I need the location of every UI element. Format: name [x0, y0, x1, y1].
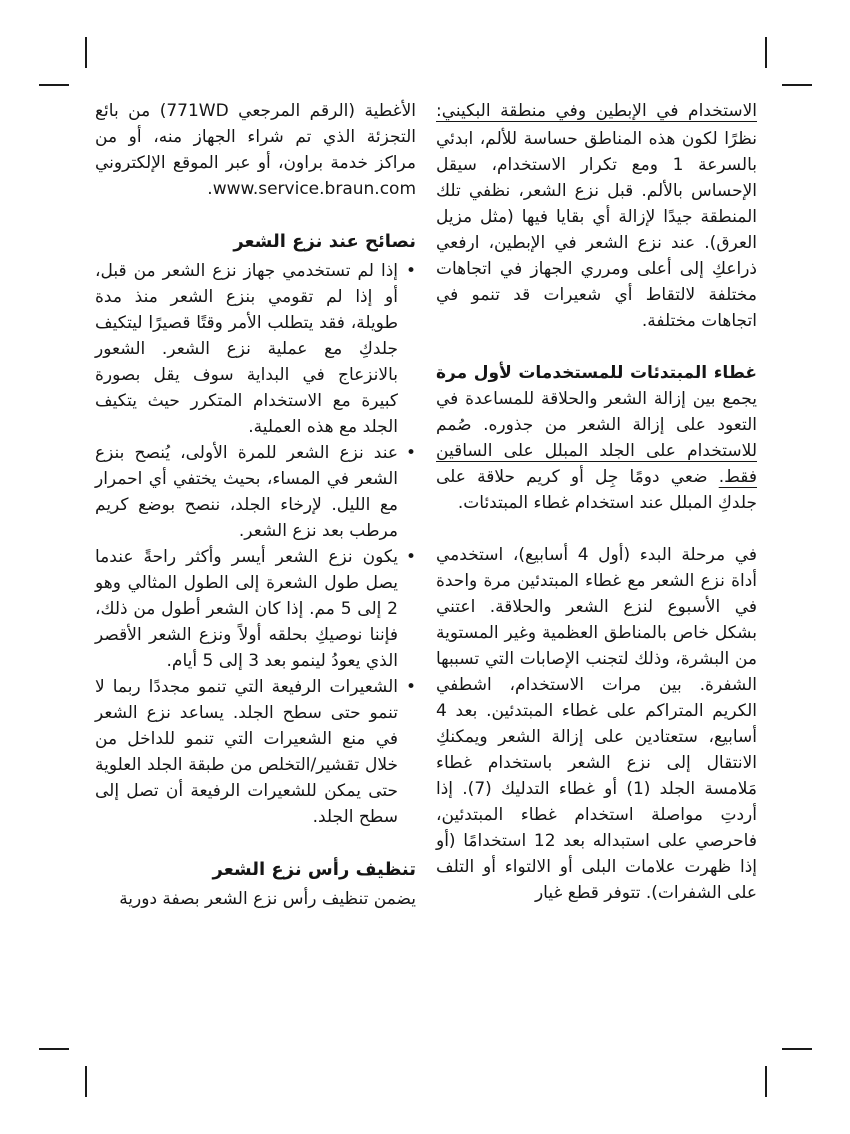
- cleaning-heading: تنظيف رأس نزع الشعر: [212, 859, 416, 880]
- tip-text: يكون نزع الشعر أيسر وأكثر راحةً عندما يصل طول الشعرة إلى الطول المثالي وهو 2 إلى 5 مم. إذا كان الشعر أطول من ذلك، فإننا نوصيكِ بحلقه أولاً ونزع الشعر الأقصر الذي يعودُ لينمو بعد 3 إلى 5 أيام.: [95, 547, 398, 671]
- column-left: [95, 98, 416, 912]
- tip-text: عند نزع الشعر للمرة الأولى، يُنصح بنزع الشعر في المساء، بحيث يختفي أي احمرار مع الليل. لإرخاء الجلد، ننصح بوضع كريم مرطب بعد نزع الشعر.: [95, 443, 398, 541]
- bullet-icon: •: [405, 547, 416, 567]
- section-beginner-cap: [436, 360, 757, 516]
- tip-text: الشعيرات الرفيعة التي تنمو مجددًا ربما لا تنمو حتى سطح الجلد. يساعد نزع الشعر في منع الشعيرات التي تنمو للداخل من خلال تقشير/التخلص من طبقة الجلد العلوية حتى يمكن للشعيرات الرفيعة أن تصل إلى سطح الجلد.: [95, 677, 398, 827]
- column-right: [436, 98, 757, 912]
- crop-mark-top-right-vertical: [765, 37, 767, 68]
- beginner-cap-lead-text: يجمع بين إزالة الشعر والحلاقة للمساعدة في التعود على إزالة الشعر من جذوره. صُمم: [436, 389, 757, 435]
- bullet-icon: •: [405, 443, 416, 463]
- beginner-cap-underlined-note: للاستخدام على الجلد المبلل على الساقين فقط.: [436, 441, 757, 487]
- section-starting-phase: [436, 542, 757, 906]
- epilation-tips-list: [95, 258, 416, 830]
- tip-text: إذا لم تستخدمي جهاز نزع الشعر من قبل، أو إذا لم تقومي بنزع الشعر منذ مدة طويلة، فقد يتطلب الأمر وقتًا قصيرًا ليتكيف جلدكِ مع عملية نزع الشعر. الشعور بالانزعاج في البداية سوف يقل بصورة كبيرة مع الاستخدام المتكرر حيث يتكيف الجلد مع هذه العملية.: [95, 261, 398, 437]
- tip-item: [95, 258, 416, 440]
- crop-mark-bottom-right-vertical: [765, 1066, 767, 1097]
- beginner-cap-heading: غطاء المبتدئات للمستخدمات لأول مرة: [436, 363, 757, 383]
- tip-item: [95, 440, 416, 544]
- underarm-bikini-heading: الاستخدام في الإبطين وفي منطقة البكيني:: [436, 101, 757, 121]
- epilation-tips-heading: نصائح عند نزع الشعر: [233, 231, 416, 252]
- replacement-caps-continuation: الأغطية (الرقم المرجعي 771WD) من بائع التجزئة الذي تم شراء الجهاز منه، أو من مراكز خدمة براون، أو عبر الموقع الإلكتروني www.service.braun.com.: [95, 101, 416, 199]
- crop-mark-bottom-left-vertical: [85, 1066, 87, 1097]
- starting-phase-body: في مرحلة البدء (أول 4 أسابيع)، استخدمي أداة نزع الشعر مع غطاء المبتدئين مرة واحدة في الأسبوع لنزع الشعر والحلاقة. اعتني بشكل خاص بالمناطق العظمية وغير المستوية من البشرة، وذلك لتجنب الإصابات التي تسببها الشفرة. بين مرات الاستخدام، اشطفي الكريم المتراكم على غطاء المبتدئين. بعد 4 أسابيع، ستعتادين على إزالة الشعر ويمكنكِ الانتقال إلى نزع الشعر باستخدام غطاء مَلامسة الجلد (1) أو غطاء التدليك (7). إذا أردتِ مواصلة استخدام غطاء المبتدئين، فاحرصي على استبداله بعد 12 استخدامًا (أو إذا ظهرت علامات البلى أو الالتواء أو التلف على الشفرات). تتوفر قطع غيار: [436, 545, 757, 903]
- crop-mark-top-left-vertical: [85, 37, 87, 68]
- tip-item: [95, 544, 416, 674]
- crop-mark-bottom-right-horizontal: [782, 1048, 812, 1050]
- page-content: [95, 98, 757, 912]
- section-epilation-tips: [95, 228, 416, 830]
- beginner-cap-tail-text: ضعي دومًا جِل أو كريم حلاقة على جلدكِ المبلل عند استخدام غطاء المبتدئات.: [436, 467, 757, 513]
- bullet-icon: •: [405, 677, 416, 697]
- tip-item: [95, 674, 416, 830]
- cleaning-body: يضمن تنظيف رأس نزع الشعر بصفة دورية: [119, 889, 416, 909]
- crop-mark-top-left-horizontal: [39, 84, 69, 86]
- section-cleaning-epilation-head: [95, 856, 416, 912]
- section-underarm-bikini-use: [436, 98, 757, 334]
- crop-mark-top-right-horizontal: [782, 84, 812, 86]
- underarm-bikini-body: نظرًا لكون هذه المناطق حساسة للألم، ابدئي بالسرعة 1 ومع تكرار الاستخدام، سيقل الإحساس بالألم. قبل نزع الشعر، نظفي تلك المنطقة جيدًا لإزالة أي بقايا فيها (مثل مزيل العرق). عند نزع الشعر في الإبطين، ارفعي ذراعكِ إلى أعلى ومرري الجهاز في اتجاهات مختلفة لالتقاط أي شعيرات قد تنمو في اتجاهات مختلفة.: [436, 129, 757, 331]
- beginner-cap-paragraph: [436, 360, 757, 516]
- bullet-icon: •: [405, 261, 416, 281]
- crop-mark-bottom-left-horizontal: [39, 1048, 69, 1050]
